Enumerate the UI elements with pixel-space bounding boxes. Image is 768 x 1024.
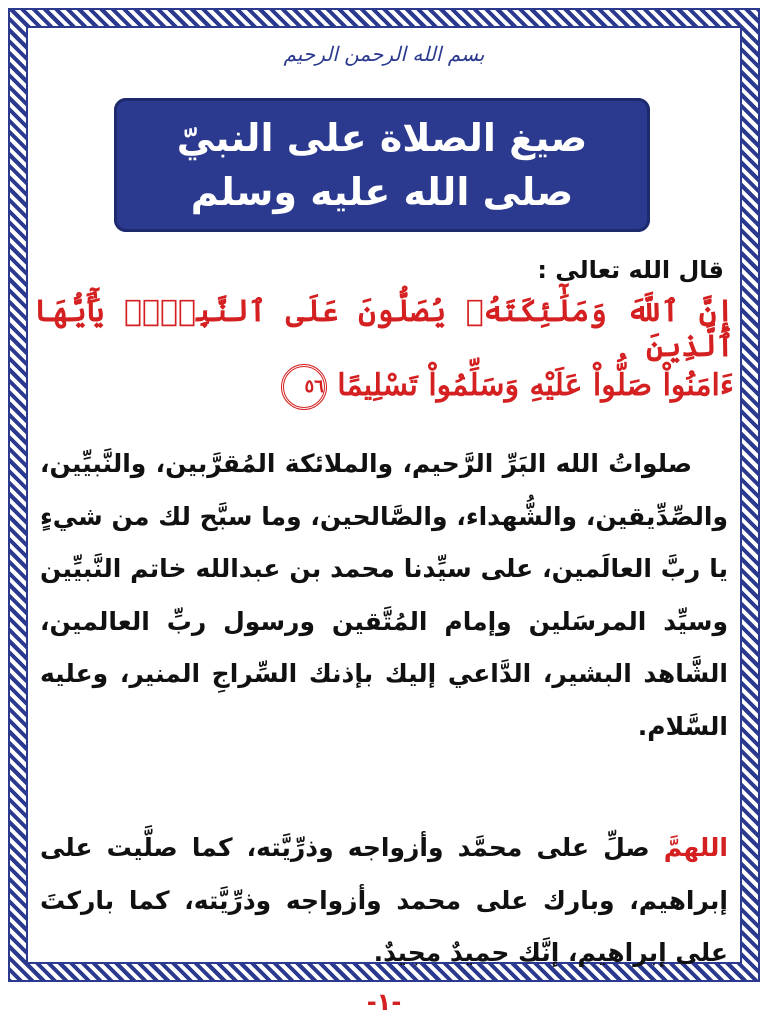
allahumma-highlight: اللهمَّ xyxy=(663,833,728,862)
title-banner xyxy=(114,98,650,232)
paragraph-1-text: صلواتُ الله البَرِّ الرَّحيم، والملائكة المُقرَّبين، والنَّبيِّين، والصِّدِّيقين، والشُّهداء، والصَّالحين، وما سبَّح لك من شيءٍ يا ربَّ العالَمين، على سيِّدنا محمد بن عبدالله خاتم النَّبيِّين وسيِّد المرسَلين وإمام المُتَّقين ورسول ربِّ العالمين، الشَّاهد البشير، الدَّاعي إليك بإذنك السِّراجِ المنير، وعليه السَّلام. xyxy=(40,449,728,741)
ayah-line-2-text: ءَامَنُواْ صَلُّواْ عَلَيْهِ وَسَلِّمُواْ تَسْلِيمًا xyxy=(337,368,734,403)
ayah-line-1: إِنَّ ٱللَّهَ وَمَلَٰٓئِكَتَهُۥ يُصَلُّونَ عَلَى ٱلنَّبِيِّۚ يَٰٓأَيُّهَا ٱلَّذِينَ xyxy=(34,294,734,364)
page-content xyxy=(34,34,734,967)
ayah-number-marker: ٥٦ xyxy=(281,364,327,410)
page-number: -١- xyxy=(366,988,402,1016)
basmala: بسم الله الرحمن الرحيم xyxy=(283,42,485,66)
paragraph-2-text: صلِّ على محمَّد وأزواجه وذرِّيَّته، كما صلَّيت على إبراهيم، وبارك على محمد وأزواجه وذرِّيَّته، كما باركتَ على إبراهيم، إنَّك حميدٌ مجيدٌ. xyxy=(40,833,728,967)
title-line-2: صلى الله عليه وسلم xyxy=(190,170,574,214)
intro-text: قال الله تعالى : xyxy=(537,256,724,284)
ayah-line-2 xyxy=(34,364,734,410)
salawat-paragraph-1 xyxy=(40,438,728,753)
title-line-1: صيغ الصلاة على النبيّ xyxy=(176,116,588,160)
salawat-paragraph-2 xyxy=(40,822,728,980)
